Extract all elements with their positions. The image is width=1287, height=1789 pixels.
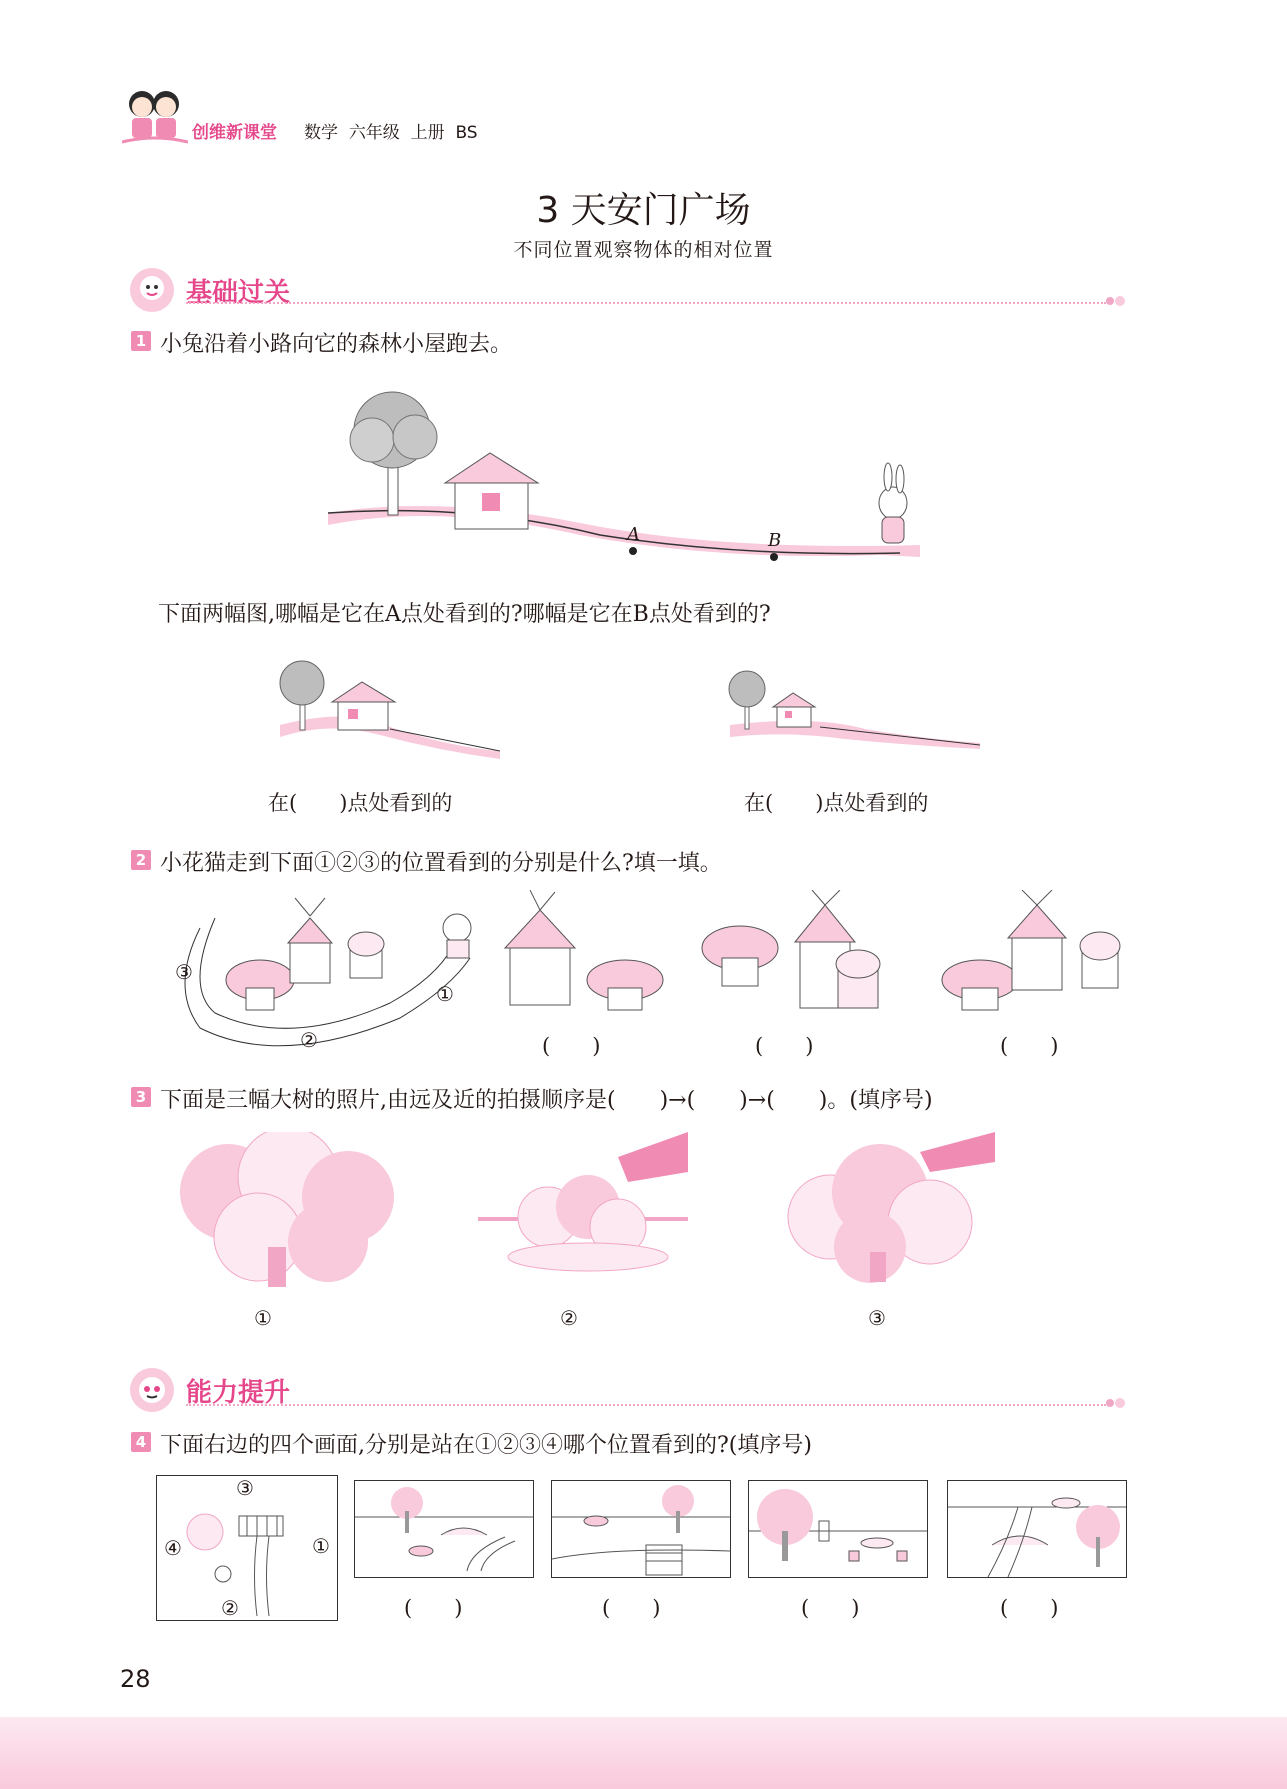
q2-view-1-illustration [500, 890, 665, 1020]
q4-map-label-2: ② [221, 1596, 239, 1620]
question-3-text: 下面是三幅大树的照片,由远及近的拍摄顺序是( )→( )→( )。(填序号) [160, 1088, 933, 1113]
q3-photo-3 [770, 1132, 1000, 1287]
q4-map-label-4: ④ [164, 1536, 182, 1560]
header-edition: BS [455, 123, 478, 143]
question-number-3: 3 [131, 1087, 151, 1107]
question-1-subquestion: 下面两幅图,哪幅是它在A点处看到的?哪幅是它在B点处看到的? [158, 602, 771, 627]
q2-blank-2[interactable]: ( ) [755, 1034, 814, 1058]
q2-map-illustration [160, 888, 490, 1058]
q4-map-label-3: ③ [236, 1476, 254, 1500]
q3-photo-2 [478, 1132, 688, 1287]
page-title: 3 天安门广场 [536, 190, 751, 231]
q2-map-label-3: ③ [175, 960, 193, 984]
q2-map-label-1: ① [436, 982, 454, 1006]
q3-photo-label-1: ① [254, 1306, 272, 1330]
q4-view-1 [354, 1480, 534, 1578]
question-2-text: 小花猫走到下面①②③的位置看到的分别是什么?填一填。 [160, 851, 722, 876]
question-number-2: 2 [131, 850, 151, 870]
header-subject [304, 118, 478, 143]
page-number: 28 [120, 1665, 151, 1693]
section-title-basic: 基础过关 [186, 278, 291, 308]
header-volume: 上册 [410, 123, 445, 143]
q1-view-right-illustration [725, 665, 985, 765]
question-4-text: 下面右边的四个画面,分别是站在①②③④哪个位置看到的?(填序号) [160, 1433, 812, 1458]
section-flower-icon [1104, 292, 1128, 314]
section-divider-basic [186, 302, 1106, 304]
q4-blank-4[interactable]: ( ) [1000, 1596, 1059, 1620]
q2-map-label-2: ② [300, 1028, 318, 1052]
section-flower-icon-2 [1104, 1394, 1128, 1416]
section-icon-basic [128, 266, 176, 318]
q4-blank-1[interactable]: ( ) [404, 1596, 463, 1620]
page-subtitle: 不同位置观察物体的相对位置 [513, 239, 774, 261]
q1-answer-right[interactable]: 在( )点处看到的 [744, 791, 929, 815]
q4-blank-2[interactable]: ( ) [602, 1596, 661, 1620]
section-title-advanced: 能力提升 [186, 1378, 291, 1408]
header-grade: 六年级 [348, 123, 400, 143]
section-icon-advanced [128, 1366, 176, 1418]
q1-view-left-illustration [270, 655, 506, 765]
q4-view-2 [551, 1480, 731, 1578]
section-divider-advanced [186, 1404, 1106, 1406]
q2-blank-1[interactable]: ( ) [542, 1034, 601, 1058]
header-subject-text: 数学 [304, 123, 338, 143]
q3-photo-label-2: ② [560, 1306, 578, 1330]
question-number-1: 1 [131, 331, 151, 351]
q4-view-4 [947, 1480, 1127, 1578]
footer-band [0, 1717, 1287, 1789]
q3-photo-label-3: ③ [868, 1306, 886, 1330]
q4-blank-3[interactable]: ( ) [801, 1596, 860, 1620]
q2-view-2-illustration [700, 890, 890, 1020]
q2-view-3-illustration [940, 890, 1135, 1020]
q2-blank-3[interactable]: ( ) [1000, 1034, 1059, 1058]
question-number-4: 4 [131, 1432, 151, 1452]
q4-view-3 [748, 1480, 928, 1578]
q1-answer-left[interactable]: 在( )点处看到的 [268, 791, 453, 815]
header-brand: 创维新课堂 [192, 123, 277, 143]
header-logo [122, 86, 188, 146]
q1-point-b-label: B [768, 530, 782, 551]
q1-point-a-label: A [627, 524, 640, 545]
question-1-text: 小兔沿着小路向它的森林小屋跑去。 [160, 332, 513, 357]
q4-map-label-1: ① [312, 1534, 330, 1558]
q3-photo-1 [168, 1132, 398, 1287]
